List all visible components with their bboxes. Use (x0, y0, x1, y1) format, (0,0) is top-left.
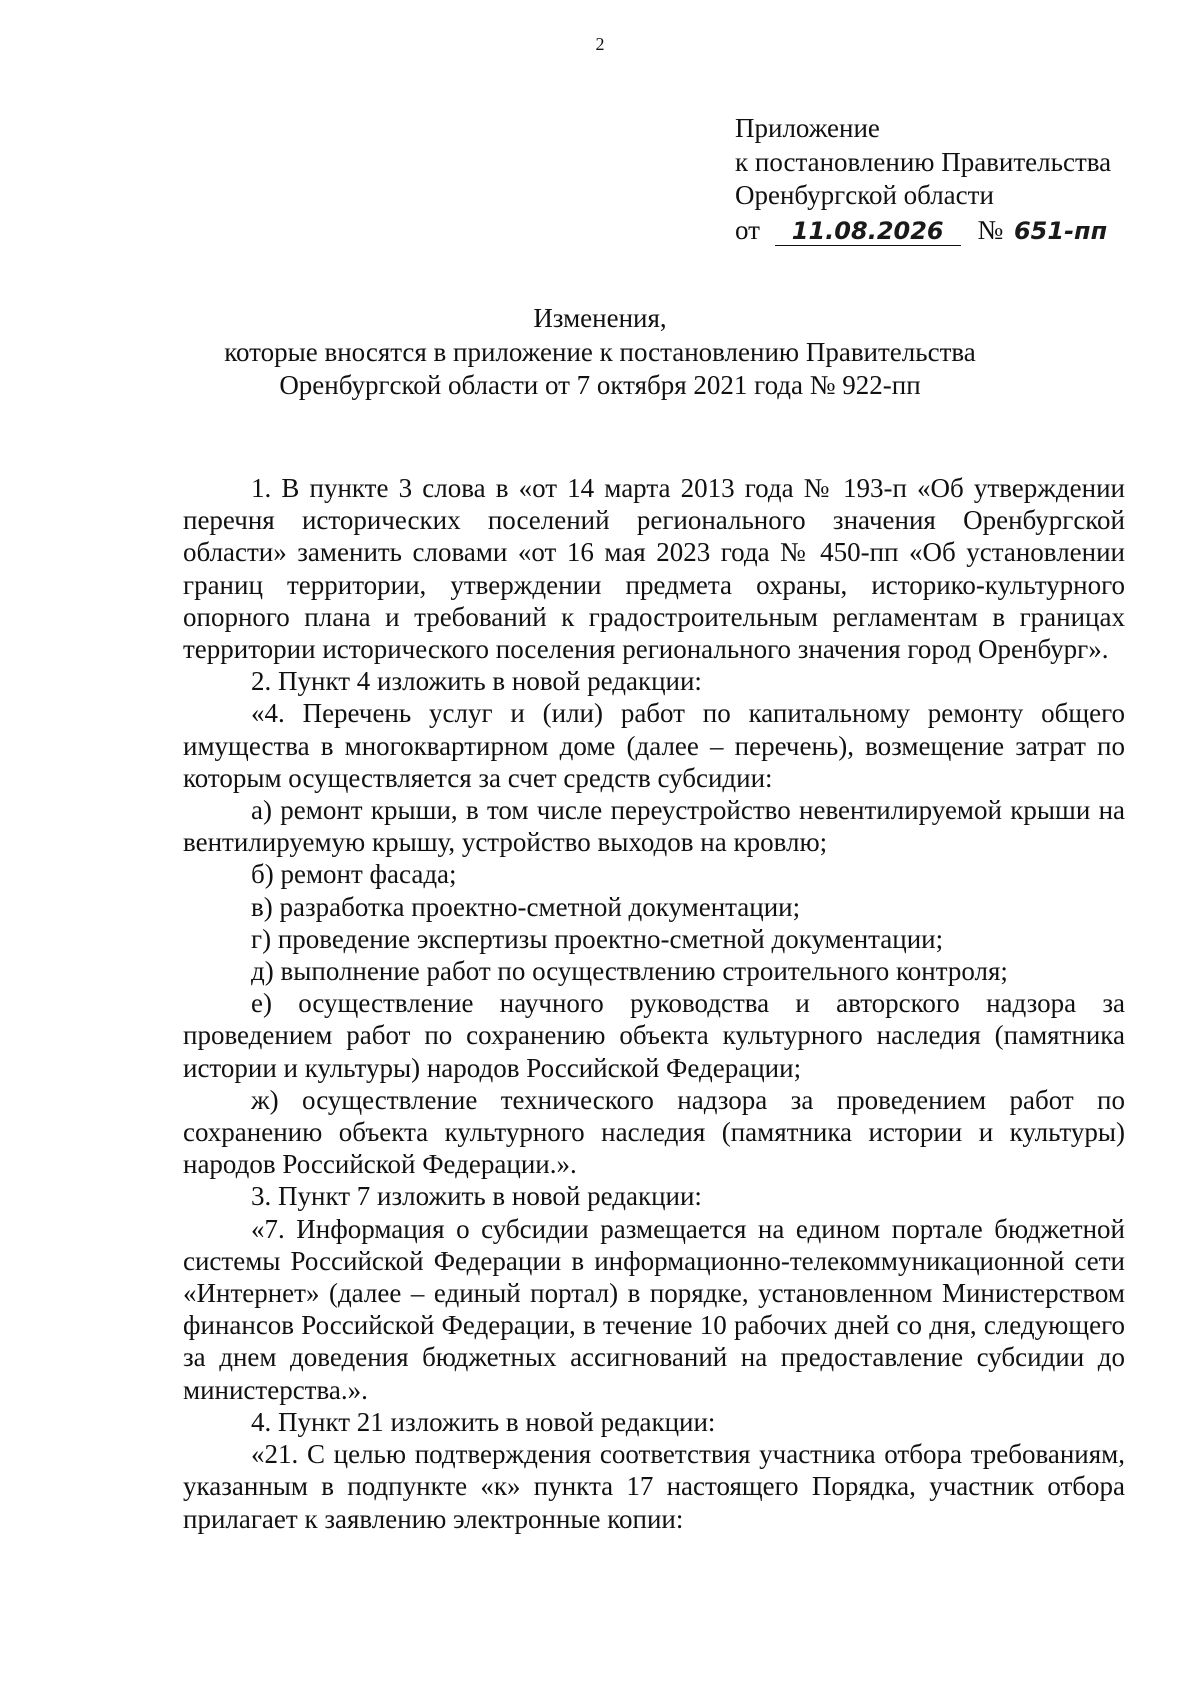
handwritten-number: 651-пп (1013, 216, 1108, 245)
paragraph-1: 1. В пункте 3 слова в «от 14 марта 2013 года № 193-п «Об утверждении перечня исторических поселений регионального значения Оренбургской области» заменить словами «от 16 мая 2023 года № 450-пп «Об установлении границ территории, утверждении предмета охраны, историко-культурного опорного плана и требований к градостроительным регламентам в границах территории исторического поселения регионального значения город Оренбург». (183, 473, 1125, 665)
list-item-g: г) проведение экспертизы проектно-сметной документации; (251, 923, 944, 954)
paragraph-7: «21. С целью подтверждения соответствия участника отбора требованиям, указанным в подпункте «к» пункта 17 настоящего Порядка, участник отбора прилагает к заявлению электронные копии: (183, 1439, 1125, 1534)
list-item-b: б) ремонт фасада; (251, 859, 457, 890)
page-number: 2 (595, 34, 605, 54)
paragraph-6: 4. Пункт 21 изложить в новой редакции: (251, 1406, 716, 1437)
handwritten-date: 11.08.2026 (775, 217, 961, 246)
annex-subtitle-line: к постановлению Правительства (735, 146, 1112, 177)
title-line-1: Изменения, (533, 303, 667, 333)
list-item-zh: ж) осуществление технического надзора за проведением работ по сохранению объекта культурного наследия (памятника истории и культуры) народов Российской Федерации.». (183, 1084, 1125, 1180)
annex-header (735, 112, 1132, 247)
paragraph-5: «7. Информация о субсидии размещается на едином портале бюджетной системы Российской Федерации в информационно-телекоммуникационной сети «Интернет» (далее – единый портал) в порядке, установленном Министерством финансов Российской Федерации, в течение 10 рабочих дней со дня, следующего за днем доведения бюджетных ассигнований на предоставление субсидии до министерства.». (183, 1213, 1125, 1405)
paragraph-4: 3. Пункт 7 изложить в новой редакции: (251, 1181, 702, 1212)
paragraph-2: 2. Пункт 4 изложить в новой редакции: (251, 666, 702, 697)
annex-region-line: Оренбургской области (735, 180, 994, 210)
annex-title: Приложение (735, 113, 880, 143)
from-label: от (735, 214, 760, 245)
title-line-3: Оренбургской области от 7 октября 2021 года № 922-пп (279, 370, 921, 400)
list-item-a: а) ремонт крыши, в том числе переустройство невентилируемой крыши на вентилируемую крышу, устройство выходов на кровлю; (183, 795, 1125, 858)
list-item-v: в) разработка проектно-сметной документации; (251, 891, 801, 922)
title-line-2: которые вносятся в приложение к постановлению Правительства (224, 336, 976, 367)
number-label: № (977, 214, 1004, 245)
document-body (183, 472, 1125, 1535)
list-item-e: е) осуществление научного руководства и авторского надзора за проведением работ по сохранению объекта культурного наследия (памятника истории и культуры) народов Российской Федерации; (183, 988, 1125, 1083)
paragraph-3: «4. Перечень услуг и (или) работ по капитальному ремонту общего имущества в многоквартирном доме (далее – перечень), возмещение затрат по которым осуществляется за счет средств субсидии: (183, 698, 1125, 793)
annex-date-number-row (735, 214, 1132, 248)
document-title (0, 302, 1200, 403)
list-item-d: д) выполнение работ по осуществлению строительного контроля; (251, 956, 1008, 987)
